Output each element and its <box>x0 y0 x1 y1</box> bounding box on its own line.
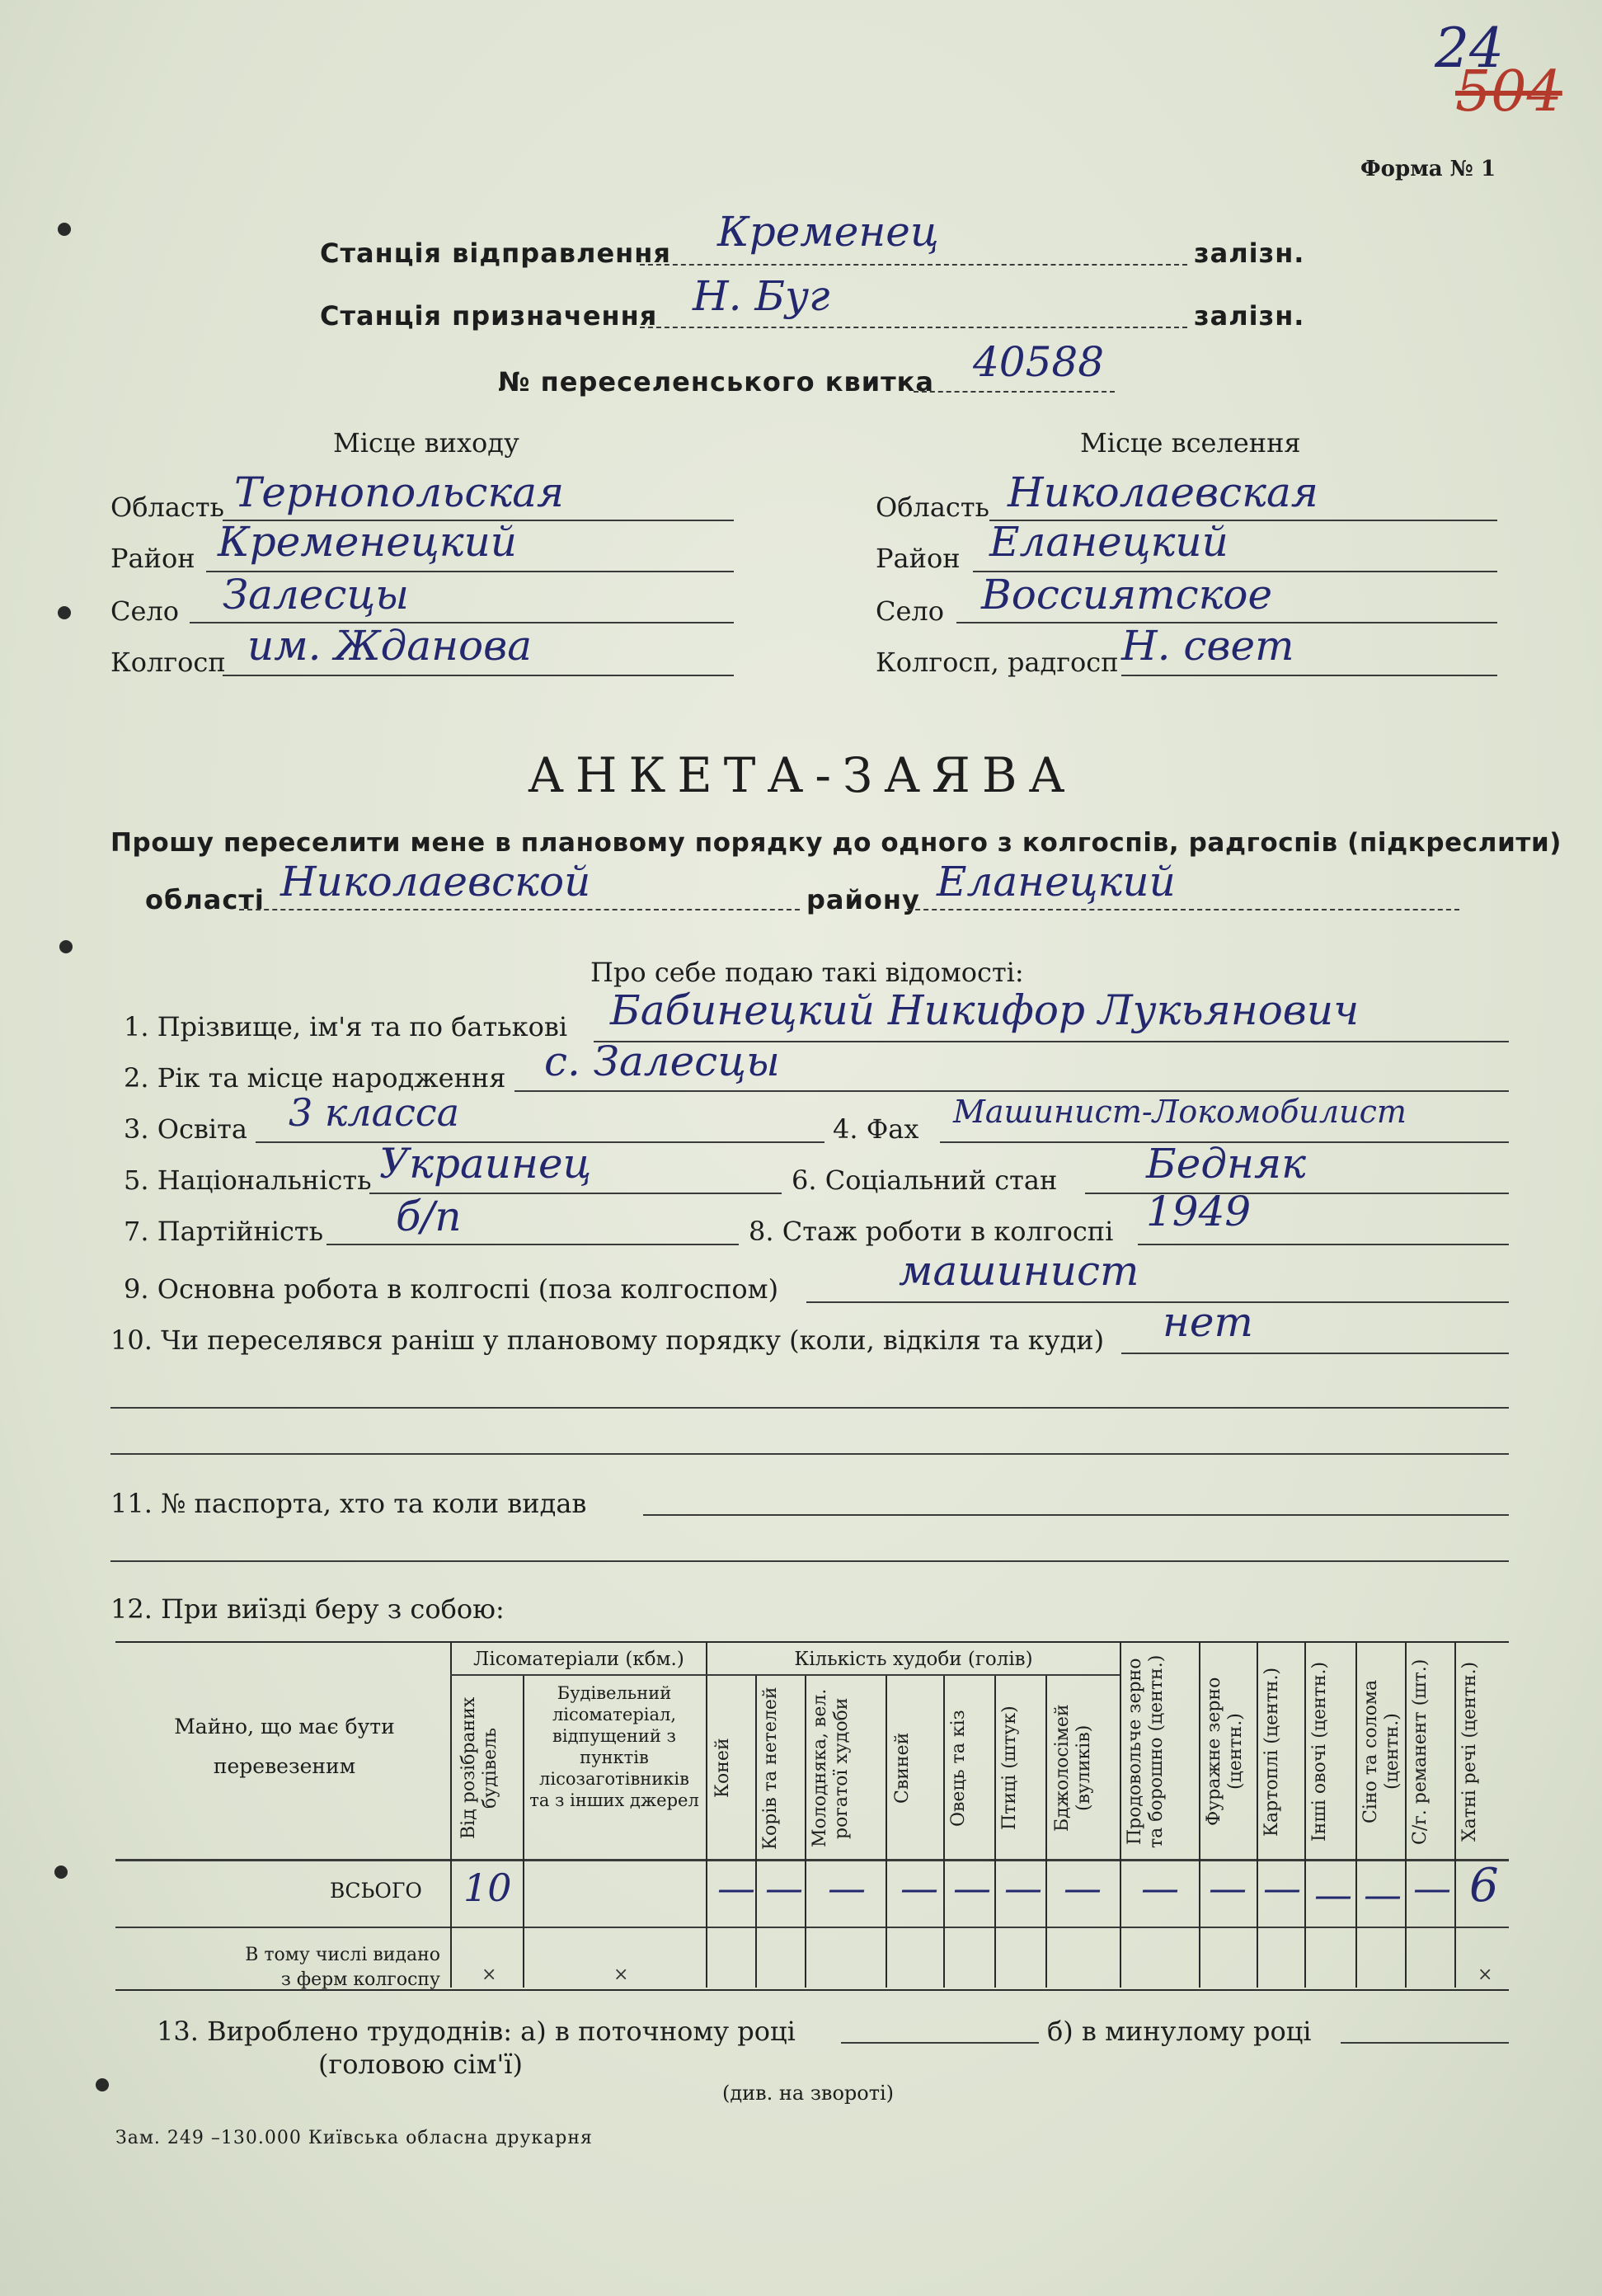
row-total-cell: 10 <box>463 1866 512 1910</box>
table-col-divider <box>1355 1641 1357 1988</box>
ticket-value: 40588 <box>973 338 1105 386</box>
field-8-value: 1949 <box>1146 1188 1252 1235</box>
property-header-line-1: Майно, що має бути <box>174 1715 395 1738</box>
origin-kolhosp-line <box>223 675 734 676</box>
livestock-col-header: Молодняка, вел. рогатої худоби <box>810 1688 852 1848</box>
punch-hole <box>58 606 71 619</box>
about-heading: Про себе подаю такі відомості: <box>590 957 1024 988</box>
destination-station-suffix: залізн. <box>1194 300 1305 332</box>
field-7-value: б/п <box>396 1193 462 1240</box>
destination-station-value: Н. Буг <box>693 272 830 320</box>
lumber-col-1-header: Від розібраних будівель <box>458 1696 500 1840</box>
table-col-divider <box>523 1674 524 1988</box>
field-4-label: 4. Фах <box>833 1113 919 1145</box>
departure-station-suffix: залізн. <box>1194 238 1305 269</box>
row-total-cell: 6 <box>1469 1859 1499 1913</box>
property-header <box>124 1707 445 1786</box>
field-8-line <box>1138 1244 1509 1245</box>
request-raion-value: Еланецкий <box>937 858 1176 906</box>
table-header-bottom <box>115 1859 1509 1861</box>
row-total-cell: — <box>900 1866 938 1910</box>
field-3-value: 3 класса <box>289 1090 460 1135</box>
origin-raion-label: Район <box>110 543 195 574</box>
row-total-cell: — <box>1064 1866 1102 1910</box>
row-total-cell: — <box>1314 1872 1352 1917</box>
field-6-value: Бедняк <box>1146 1140 1306 1188</box>
origin-oblast-value: Тернопольская <box>234 468 565 516</box>
row-farm-label-line-2: з ферм колгоспу <box>280 1969 440 1990</box>
form-number: Форма № 1 <box>1360 157 1496 181</box>
table-col-divider <box>706 1641 707 1988</box>
row-total-cell: — <box>1364 1872 1402 1917</box>
field-7-line <box>327 1244 739 1245</box>
lumber-group-underline <box>450 1674 706 1676</box>
row-total-cell: — <box>765 1866 803 1910</box>
other-col-header: Сіно та солома (центн.) <box>1360 1679 1402 1824</box>
destination-heading: Місце вселення <box>1080 427 1301 459</box>
row-farm-label <box>201 1943 440 1993</box>
field-1-value: Бабинецкий Никифор Лукьянович <box>610 986 1360 1034</box>
request-oblast-line <box>239 909 800 910</box>
livestock-col-header: Коней <box>712 1738 733 1799</box>
lumber-col-2-header: Будівельний лісоматеріал, відпущений з пунктів лісозаготівників та з інших джерел <box>529 1683 699 1810</box>
destination-station-line <box>640 327 1187 328</box>
departure-station-line <box>640 264 1187 266</box>
destination-raion-value: Еланецкий <box>989 518 1229 566</box>
other-col-header: Хатні речі (центн.) <box>1459 1661 1480 1842</box>
table-row-divider <box>115 1927 1509 1928</box>
punch-hole <box>59 940 73 953</box>
origin-kolhosp-label: Колгосп <box>110 647 226 678</box>
workdays-current-line <box>841 2042 1039 2044</box>
request-line: Прошу переселити мене в плановому порядку до одного з колгоспів, радгоспів (підкреслити) <box>110 828 1562 858</box>
corner-handwritten-number: 24 <box>1435 16 1504 80</box>
field-1-label: 1. Прізвище, ім'я та по батькові <box>124 1011 568 1042</box>
field-10-extra-line <box>110 1453 1509 1455</box>
origin-selo-value: Залесцы <box>223 571 410 619</box>
livestock-group-underline <box>706 1674 1120 1676</box>
field-9-value: машинист <box>899 1247 1139 1295</box>
field-9-line <box>806 1301 1509 1303</box>
field-10-line <box>1121 1353 1509 1354</box>
workdays-previous-line <box>1341 2042 1509 2044</box>
corner-crossed-number: 504 <box>1455 59 1562 125</box>
livestock-col-header: Птиці (штук) <box>999 1706 1020 1831</box>
field-4-value: Машинист-Локомобилист <box>953 1094 1407 1130</box>
destination-oblast-label: Область <box>876 492 989 523</box>
row-total-cell: — <box>1004 1866 1042 1910</box>
livestock-col-header: Свиней <box>892 1732 913 1804</box>
lumber-group-header: Лісоматеріали (кбм.) <box>473 1649 684 1670</box>
row-total-cell: — <box>953 1866 991 1910</box>
other-col-header: Інші овочі (центн.) <box>1309 1661 1330 1842</box>
row-farm-label-line-1: В тому числі видано <box>245 1945 440 1965</box>
livestock-col-header: Корів та нетелей <box>760 1687 781 1850</box>
livestock-group-header: Кількість худоби (голів) <box>794 1649 1033 1670</box>
field-2-label: 2. Рік та місце народження <box>124 1062 506 1094</box>
table-col-divider <box>886 1674 887 1988</box>
workdays-label: 13. Вироблено трудоднів: а) в поточному році <box>157 2016 796 2047</box>
origin-heading: Місце виходу <box>333 427 519 459</box>
destination-raion-label: Район <box>876 543 961 574</box>
origin-selo-label: Село <box>110 595 180 627</box>
document-title: АНКЕТА-ЗАЯВА <box>528 747 1077 803</box>
field-2-line <box>514 1090 1509 1092</box>
field-9-label: 9. Основна робота в колгоспі (поза колгоспом) <box>124 1273 779 1305</box>
origin-kolhosp-value: им. Жданова <box>247 622 533 670</box>
other-col-header: Фуражне зерно (центн.) <box>1204 1677 1246 1827</box>
row-total-cell: — <box>828 1866 866 1910</box>
workdays-sub: (головою сім'ї) <box>318 2049 523 2080</box>
origin-raion-value: Кременецкий <box>218 518 518 566</box>
field-11-line <box>643 1514 1509 1516</box>
field-10-label: 10. Чи переселявся раніш у плановому порядку (коли, відкіля та куди) <box>110 1324 1105 1356</box>
field-8-label: 8. Стаж роботи в колгоспі <box>749 1216 1114 1247</box>
table-col-divider <box>943 1674 945 1988</box>
table-col-divider <box>1199 1641 1200 1988</box>
field-6-label: 6. Соціальний стан <box>792 1164 1058 1196</box>
field-11-extra-line <box>110 1560 1509 1562</box>
row-total-cell: — <box>1209 1866 1247 1910</box>
field-2-value: с. Залесцы <box>544 1037 780 1085</box>
table-col-divider <box>1405 1641 1407 1988</box>
field-5-value: Украинец <box>379 1140 592 1188</box>
origin-oblast-label: Область <box>110 492 224 523</box>
row-total-cell: — <box>1263 1866 1301 1910</box>
livestock-col-header: Овець та кіз <box>948 1710 969 1827</box>
table-col-divider <box>755 1674 757 1988</box>
table-col-divider <box>1304 1641 1306 1988</box>
departure-station-label: Станція відправлення <box>320 238 671 269</box>
punch-hole <box>96 2078 109 2091</box>
request-raion-label: району <box>806 884 920 915</box>
field-3-label: 3. Освіта <box>124 1113 247 1145</box>
printer-imprint: Зам. 249 –130.000 Київська обласна друкарня <box>115 2128 593 2148</box>
row-total-cell: — <box>717 1866 755 1910</box>
field-10-value: нет <box>1163 1298 1253 1346</box>
see-back-note: (див. на звороті) <box>722 2082 895 2105</box>
other-col-header: Продовольче зерно та борошно (центн.) <box>1125 1654 1167 1849</box>
destination-selo-label: Село <box>876 595 945 627</box>
field-12-label: 12. При виїзді беру з собою: <box>110 1593 505 1625</box>
x-mark: × <box>613 1964 629 1985</box>
destination-station-label: Станція призначення <box>320 300 658 332</box>
row-total-cell: — <box>1413 1866 1451 1910</box>
destination-kolhosp-label: Колгосп, радгосп <box>876 647 1119 678</box>
destination-selo-value: Воссиятское <box>981 571 1273 619</box>
departure-station-value: Кременец <box>717 208 939 256</box>
field-7-label: 7. Партійність <box>124 1216 324 1247</box>
other-col-header: С/г. реманент (шт.) <box>1410 1658 1431 1845</box>
row-total-label: ВСЬОГО <box>330 1879 422 1903</box>
request-raion-line <box>907 909 1459 910</box>
field-5-label: 5. Національність <box>124 1164 372 1196</box>
table-col-divider <box>1257 1641 1258 1988</box>
destination-kolhosp-value: Н. свет <box>1121 622 1294 670</box>
table-col-divider <box>1045 1674 1047 1988</box>
ticket-label: № переселенського квитка <box>498 366 934 398</box>
table-col-divider <box>994 1674 996 1988</box>
other-col-header: Картоплі (центн.) <box>1261 1667 1282 1837</box>
table-col-divider <box>1120 1641 1121 1988</box>
destination-kolhosp-line <box>1121 675 1497 676</box>
x-mark: × <box>482 1964 497 1985</box>
x-mark: × <box>1478 1964 1493 1985</box>
table-col-divider <box>805 1674 806 1988</box>
property-header-line-2: перевезеним <box>213 1754 356 1778</box>
request-oblast-value: Николаевской <box>280 858 591 906</box>
table-col-divider <box>1454 1641 1456 1988</box>
punch-hole <box>54 1866 68 1879</box>
ticket-line <box>914 391 1115 393</box>
field-10-extra-line <box>110 1407 1509 1409</box>
punch-hole <box>58 223 71 236</box>
table-col-divider <box>450 1641 452 1988</box>
request-oblast-label: області <box>145 884 265 915</box>
field-11-label: 11. № паспорта, хто та коли видав <box>110 1488 587 1519</box>
workdays-previous-label: б) в минулому році <box>1047 2016 1312 2047</box>
row-total-cell: — <box>1141 1866 1179 1910</box>
destination-oblast-value: Николаевская <box>1008 468 1318 516</box>
livestock-col-header: Бджолосімей (вуликів) <box>1052 1704 1094 1833</box>
